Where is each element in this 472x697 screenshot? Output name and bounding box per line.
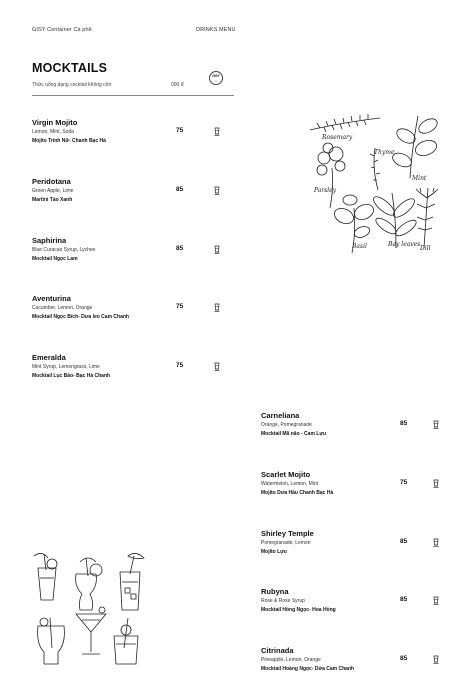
glass-icon [432, 479, 440, 488]
menu-type-label: DRINKS MENU [196, 27, 236, 33]
item-name: Citrinada [261, 646, 294, 655]
glass-icon [213, 303, 221, 312]
glass-icon [213, 362, 221, 371]
section-subtitle: Thức uống dạng cocktail không cồn [32, 82, 112, 88]
item-ingredients: Cucumber, Lemon, Orange [32, 305, 93, 311]
herb-label: Parsley [314, 187, 337, 194]
item-price: 85 [400, 420, 408, 427]
item-vietnamese-name: Mocktail Ngọc Bích- Dưa leo Cam Chanh [32, 314, 129, 320]
brand-logo [209, 71, 223, 85]
item-vietnamese-name: Mojito Dưa Hấu Chanh Bạc Hà [261, 490, 334, 496]
item-vietnamese-name: Mocktail Hồng Ngọc- Hoa Hồng [261, 607, 336, 613]
item-ingredients: Lemon, Mint, Soda [32, 129, 74, 135]
item-name: Emeralda [32, 353, 66, 362]
item-name: Saphirina [32, 236, 67, 245]
item-price: 85 [400, 596, 408, 603]
item-ingredients: Rose & Rose Syrup [261, 598, 305, 604]
glass-icon [213, 186, 221, 195]
item-vietnamese-name: Mocktail Mã não - Cam Lựu [261, 431, 327, 437]
herbs-illustration [300, 108, 448, 260]
glass-icon [213, 127, 221, 136]
price-unit: 000 đ [171, 82, 184, 88]
section-title: MOCKTAILS [32, 61, 108, 75]
herb-label: Basil [352, 243, 367, 250]
item-name: Aventurina [32, 294, 71, 303]
item-name: Scarlet Mojito [261, 470, 311, 479]
item-ingredients: Watermelon, Lemon, Mint [261, 481, 319, 487]
glass-icon [432, 596, 440, 605]
item-price: 75 [176, 362, 184, 369]
title-divider [32, 95, 234, 96]
logo-dots: • • [214, 79, 218, 83]
item-vietnamese-name: Mocktail Lục Bảo- Bạc Hà Chanh [32, 373, 111, 379]
item-vietnamese-name: Mojito Lựu [261, 549, 287, 555]
item-ingredients: Pomegranade, Lemon [261, 540, 311, 546]
item-price: 85 [176, 245, 184, 252]
herb-label: Bay leaves [388, 241, 421, 248]
item-ingredients: Green Apple, Lime [32, 188, 74, 194]
item-price: 75 [176, 303, 184, 310]
item-name: Peridotana [32, 177, 71, 186]
item-ingredients: Pineapple, Lemon, Orange [261, 657, 321, 663]
item-price: 75 [176, 127, 184, 134]
cocktails-illustration [30, 548, 148, 670]
item-name: Virgin Mojito [32, 118, 78, 127]
item-name: Shirley Temple [261, 529, 314, 538]
item-ingredients: Blue Curacao Syrup, Lychee [32, 247, 96, 253]
glass-icon [213, 245, 221, 254]
glass-icon [432, 538, 440, 547]
item-vietnamese-name: Mojito Trinh Nữ- Chanh Bạc Hà [32, 138, 106, 144]
item-vietnamese-name: Mocktail Ngọc Lam [32, 256, 78, 262]
herb-label: Rosemary [322, 134, 353, 141]
item-price: 85 [176, 186, 184, 193]
herb-label: Dill [420, 245, 431, 252]
item-vietnamese-name: Martini Táo Xanh [32, 197, 73, 203]
item-name: Rubyna [261, 587, 289, 596]
item-ingredients: Orange, Pomegranade [261, 422, 312, 428]
restaurant-name: GISY Container Cà phê [32, 27, 92, 33]
glass-icon [432, 420, 440, 429]
item-price: 75 [400, 479, 408, 486]
item-name: Carneliana [261, 411, 300, 420]
item-price: 85 [400, 538, 408, 545]
glass-icon [432, 655, 440, 664]
item-price: 85 [400, 655, 408, 662]
item-vietnamese-name: Mocktail Hoàng Ngọc- Dứa Cam Chanh [261, 666, 355, 672]
item-ingredients: Mint Syrup, Lemongrass, Lime [32, 364, 100, 370]
herb-label: Thyme [374, 149, 395, 156]
logo-text: GISY [212, 74, 220, 78]
herb-label: Mint [412, 175, 427, 182]
